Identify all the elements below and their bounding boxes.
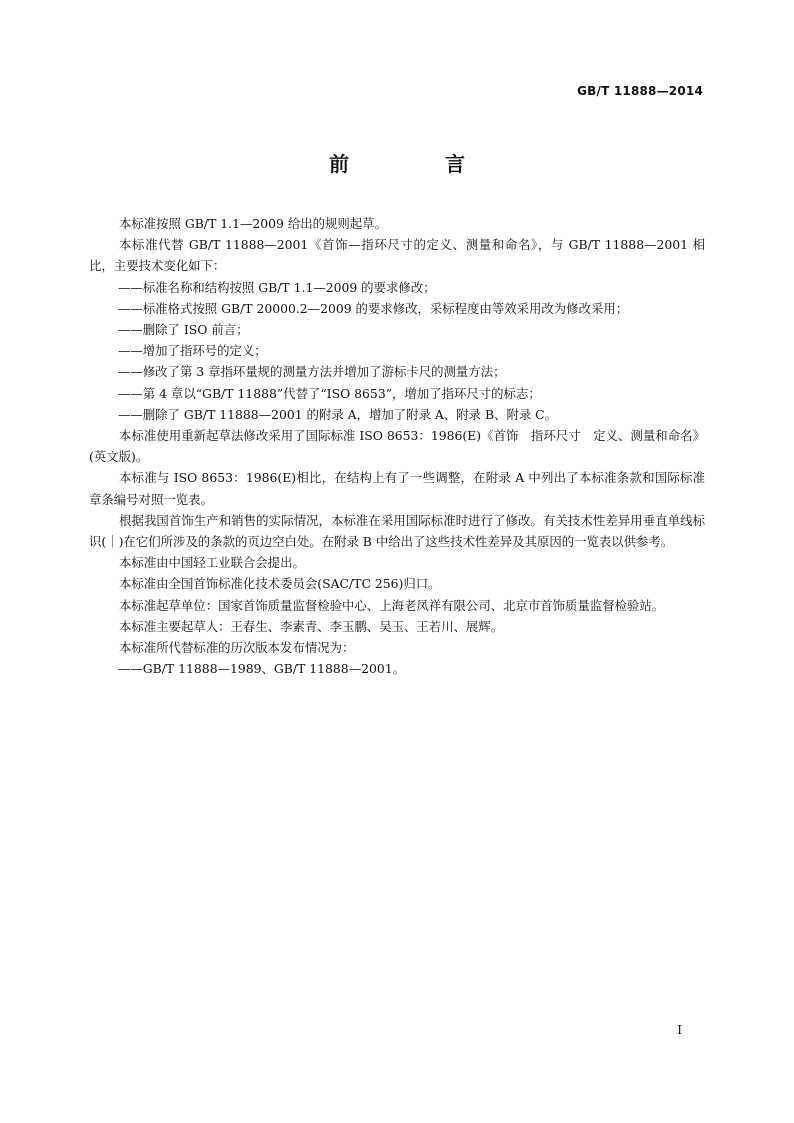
paragraph-proposer: 本标准由中国轻工业联合会提出。 xyxy=(119,555,305,571)
paragraph-replacement: 本标准代替 GB/T 11888—2001《首饰—指环尺寸的定义、测量和命名》，与 GB/T 11888—2001 相比，主要技术变化如下： xyxy=(89,237,705,274)
change-item: ——删除了 ISO 前言； xyxy=(118,322,249,338)
page-number: I xyxy=(677,1023,682,1037)
paragraph-drafters: 本标准主要起草人：王春生、李素青、李玉鹏、吴玉、王若川、展辉。 xyxy=(119,618,504,634)
paragraph-drafting-units: 本标准起草单位：国家首饰质量监督检验中心、上海老凤祥有限公司、北京市首饰质量监督检验站。 xyxy=(119,597,665,613)
history-item: ——GB/T 11888—1989、GB/T 11888—2001。 xyxy=(118,661,406,677)
paragraph-iso-adoption: 本标准使用重新起草法修改采用了国际标准 ISO 8653：1986(E)《首饰 指环尺寸 定义、测量和命名》(英文版)。 xyxy=(89,428,705,465)
paragraph-drafting-rules: 本标准按照 GB/T 1.1—2009 给出的规则起草。 xyxy=(119,216,387,231)
paragraph-committee: 本标准由全国首饰标准化技术委员会(SAC/TC 256)归口。 xyxy=(119,576,441,592)
paragraph-technical-differences: 根据我国首饰生产和销售的实际情况，本标准在采用国际标准时进行了修改。有关技术性差异用垂直单线标识(｜)在它们所涉及的条款的页边空白处。在附录 B 中给出了这些技术性差异及其原因的一览表以供参考。 xyxy=(89,512,705,550)
foreword-body xyxy=(89,213,705,679)
change-item: ——增加了指环号的定义； xyxy=(118,343,267,359)
change-item: ——标准名称和结构按照 GB/T 1.1—2009 的要求修改； xyxy=(118,279,436,295)
standard-code: GB/T 11888—2014 xyxy=(577,84,703,98)
change-item: ——第 4 章以“GB/T 11888”代替了“ISO 8653”，增加了指环尺寸的标志； xyxy=(118,385,541,401)
change-item: ——修改了第 3 章指环量规的测量方法并增加了游标卡尺的测量方法； xyxy=(118,364,506,380)
paragraph-history-intro: 本标准所代替标准的历次版本发布情况为： xyxy=(119,640,355,656)
change-item: ——标准格式按照 GB/T 20000.2—2009 的要求修改，采标程度由等效采用改为修改采用； xyxy=(118,300,629,316)
change-item: ——删除了 GB/T 11888—2001 的附录 A，增加了附录 A、附录 B、附录 C。 xyxy=(118,406,558,422)
page-title: 前 言 xyxy=(329,152,503,176)
paragraph-structure-comparison: 本标准与 ISO 8653：1986(E)相比，在结构上有了一些调整，在附录 A 中列出了本标准条款和国际标准章条编号对照一览表。 xyxy=(89,470,705,507)
